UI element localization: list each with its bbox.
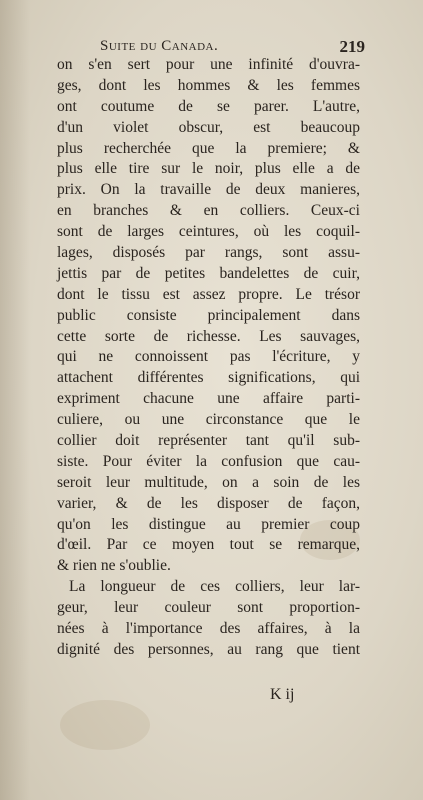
text-line: public consiste principalement dans [57,306,360,324]
text-line: siste. Pour éviter la confusion que cau- [57,452,360,470]
text-line: plus recherchée que la premiere; & [57,139,360,157]
text-line: d'un violet obscur, est beaucoup [57,118,360,136]
gutter-shadow [0,0,30,800]
text-line: seroit leur multitude, on a soin de les [57,473,360,491]
text-line: cette sorte de richesse. Les sauvages, [57,327,360,345]
text-line: jettis par de petites bandelettes de cuir, [57,264,360,282]
text-line: prix. On la travaille de deux manieres, [57,181,360,199]
text-line: qui ne connoissent pas l'écriture, y [57,348,360,366]
text-line: collier doit représenter tant qu'il sub- [57,432,360,450]
text-line: lages, disposés par rangs, sont assu- [57,244,360,262]
text-line: dignité des personnes, au rang que tient [57,640,360,658]
paper-stain [60,700,150,750]
text-line: sont de larges ceintures, où les coquil- [57,223,360,241]
text-line: d'œil. Par ce moyen tout se remarque, [57,536,360,554]
body-text [57,55,360,661]
text-line: ont coutume de se parer. L'autre, [57,97,360,115]
text-line: geur, leur couleur sont proportion- [57,599,360,617]
text-line: nées à l'importance des affaires, à la [57,620,360,638]
text-line: varier, & de les disposer de façon, [57,494,360,512]
text-line: ges, dont les hommes & les femmes [57,76,360,94]
signature-mark: K ij [270,686,295,703]
text-line: en branches & en colliers. Ceux-ci [57,202,360,220]
text-line: dont le tissu est assez propre. Le trésor [57,285,360,303]
text-line: qu'on les distingue au premier coup [57,515,360,533]
page-number: 219 [339,37,365,56]
text-line: La longueur de ces colliers, leur lar- [69,578,360,596]
text-line: on s'en sert pour une infinité d'ouvra- [57,56,360,73]
text-line: & rien ne s'oublie. [57,557,171,575]
running-title: Suite du Canada. [100,38,219,54]
text-line: expriment chacune une affaire parti- [57,390,360,408]
text-line: attachent différentes significations, qui [57,369,360,387]
text-line: culiere, ou une circonstance que le [57,411,360,429]
text-line: plus elle tire sur le noir, plus elle a de [57,160,360,178]
